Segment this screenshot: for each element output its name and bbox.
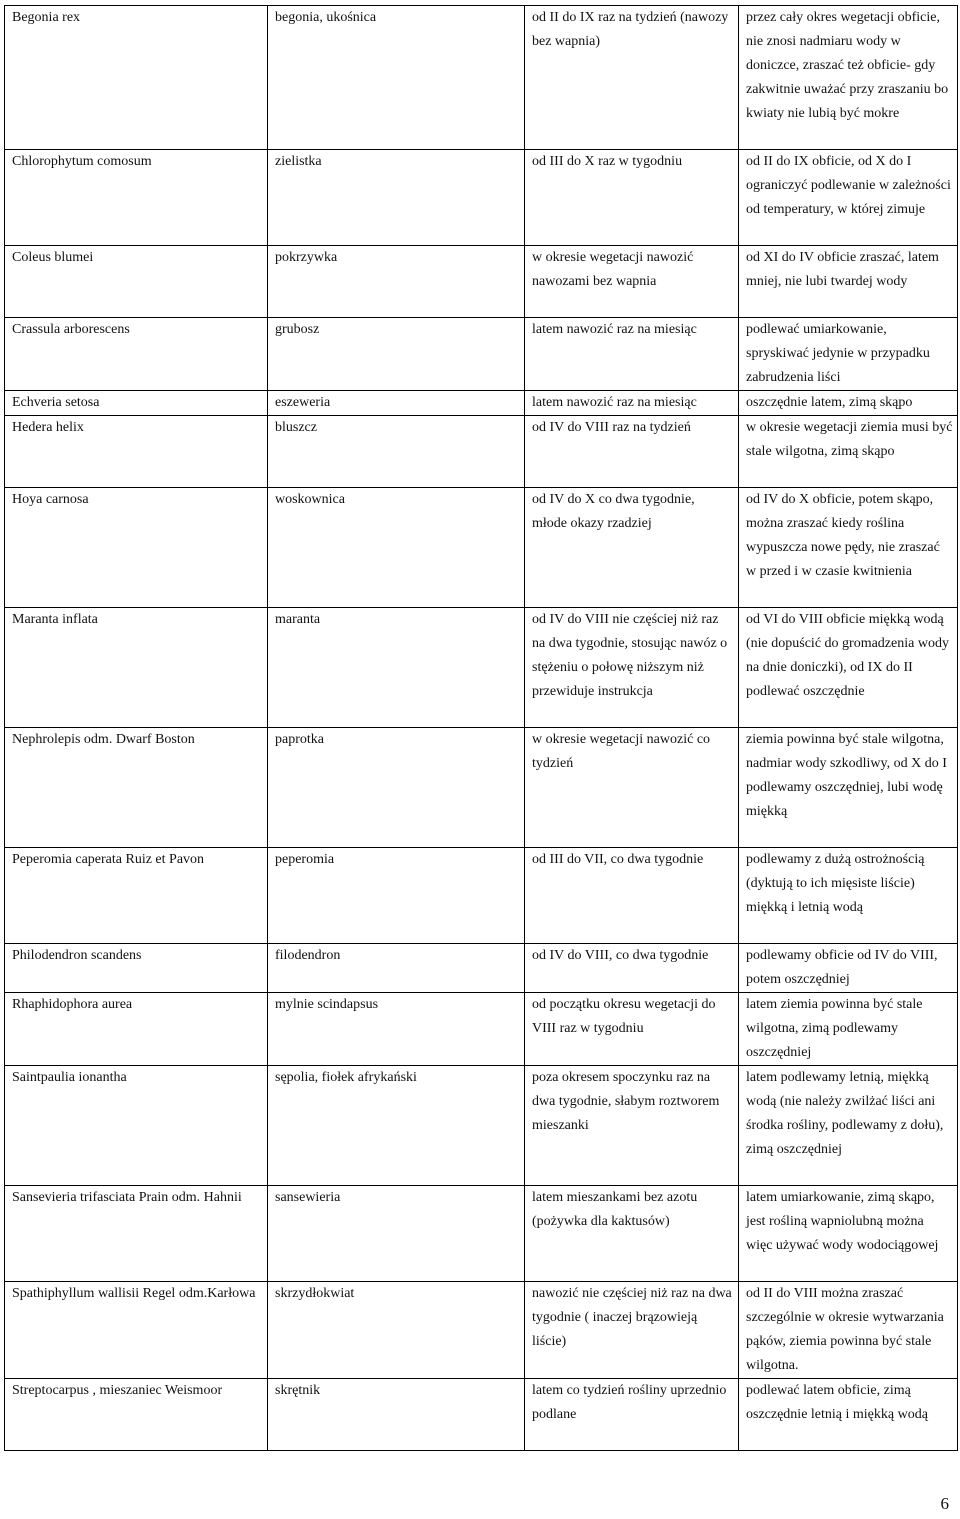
table-row <box>5 848 958 944</box>
latin-name-cell: Echveria setosa <box>5 391 268 416</box>
fertilizing-cell: w okresie wegetacji nawozić nawozami bez wapnia <box>525 246 739 318</box>
table-row <box>5 246 958 318</box>
plant-care-table-body <box>5 6 958 1451</box>
fertilizing-cell: od IV do X co dwa tygodnie, młode okazy rzadziej <box>525 488 739 608</box>
plant-care-table <box>4 5 958 1451</box>
table-row <box>5 1282 958 1379</box>
latin-name-cell: Sansevieria trifasciata Prain odm. Hahnii <box>5 1186 268 1282</box>
latin-name-cell: Chlorophytum comosum <box>5 150 268 246</box>
polish-name-cell: woskownica <box>268 488 525 608</box>
table-row <box>5 1066 958 1186</box>
table-row <box>5 608 958 728</box>
table-row <box>5 6 958 150</box>
latin-name-cell: Hedera helix <box>5 416 268 488</box>
watering-cell: latem ziemia powinna być stale wilgotna, zimą podlewamy oszczędniej <box>739 993 958 1066</box>
latin-name-cell: Saintpaulia ionantha <box>5 1066 268 1186</box>
table-row <box>5 728 958 848</box>
latin-name-cell: Philodendron scandens <box>5 944 268 993</box>
page-number: 6 <box>940 1494 949 1513</box>
fertilizing-cell: latem nawozić raz na miesiąc <box>525 391 739 416</box>
watering-cell: podlewamy obficie od IV do VIII, potem oszczędniej <box>739 944 958 993</box>
fertilizing-cell: od IV do VIII, co dwa tygodnie <box>525 944 739 993</box>
polish-name-cell: bluszcz <box>268 416 525 488</box>
watering-cell: w okresie wegetacji ziemia musi być stale wilgotna, zimą skąpo <box>739 416 958 488</box>
fertilizing-cell: latem co tydzień rośliny uprzednio podlane <box>525 1379 739 1451</box>
watering-cell: od IV do X obficie, potem skąpo, można zraszać kiedy roślina wypuszcza nowe pędy, nie zraszać w przed i w czasie kwitnienia <box>739 488 958 608</box>
latin-name-cell: Begonia rex <box>5 6 268 150</box>
watering-cell: od II do IX obficie, od X do I ograniczyć podlewanie w zależności od temperatury, w której zimuje <box>739 150 958 246</box>
table-row <box>5 1379 958 1451</box>
latin-name-cell: Hoya carnosa <box>5 488 268 608</box>
table-row <box>5 416 958 488</box>
fertilizing-cell: od IV do VIII raz na tydzień <box>525 416 739 488</box>
fertilizing-cell: poza okresem spoczynku raz na dwa tygodnie, słabym roztworem mieszanki <box>525 1066 739 1186</box>
polish-name-cell: maranta <box>268 608 525 728</box>
polish-name-cell: eszeweria <box>268 391 525 416</box>
polish-name-cell: skrętnik <box>268 1379 525 1451</box>
watering-cell: podlewamy z dużą ostrożnością (dyktują to ich mięsiste liście) miękką i letnią wodą <box>739 848 958 944</box>
latin-name-cell: Streptocarpus , mieszaniec Weismoor <box>5 1379 268 1451</box>
table-row <box>5 488 958 608</box>
polish-name-cell: grubosz <box>268 318 525 391</box>
polish-name-cell: sępolia, fiołek afrykański <box>268 1066 525 1186</box>
watering-cell: podlewać latem obficie, zimą oszczędnie letnią i miękką wodą <box>739 1379 958 1451</box>
fertilizing-cell: od początku okresu wegetacji do VIII raz w tygodniu <box>525 993 739 1066</box>
latin-name-cell: Peperomia caperata Ruiz et Pavon <box>5 848 268 944</box>
table-row <box>5 993 958 1066</box>
watering-cell: latem podlewamy letnią, miękką wodą (nie należy zwilżać liści ani środka rośliny, podlewamy z dołu), zimą oszczędniej <box>739 1066 958 1186</box>
table-row <box>5 944 958 993</box>
watering-cell: od VI do VIII obficie miękką wodą (nie dopuścić do gromadzenia wody na dnie doniczki), od IX do II podlewać oszczędnie <box>739 608 958 728</box>
table-row <box>5 318 958 391</box>
table-row <box>5 1186 958 1282</box>
latin-name-cell: Spathiphyllum wallisii Regel odm.Karłowa <box>5 1282 268 1379</box>
latin-name-cell: Rhaphidophora aurea <box>5 993 268 1066</box>
polish-name-cell: sansewieria <box>268 1186 525 1282</box>
polish-name-cell: begonia, ukośnica <box>268 6 525 150</box>
latin-name-cell: Nephrolepis odm. Dwarf Boston <box>5 728 268 848</box>
fertilizing-cell: od III do VII, co dwa tygodnie <box>525 848 739 944</box>
watering-cell: latem umiarkowanie, zimą skąpo, jest rośliną wapniolubną można więc używać wody wodociągowej <box>739 1186 958 1282</box>
latin-name-cell: Coleus blumei <box>5 246 268 318</box>
latin-name-cell: Crassula arborescens <box>5 318 268 391</box>
watering-cell: od II do VIII można zraszać szczególnie w okresie wytwarzania pąków, ziemia powinna być stale wilgotna. <box>739 1282 958 1379</box>
latin-name-cell: Maranta inflata <box>5 608 268 728</box>
table-row <box>5 391 958 416</box>
watering-cell: przez cały okres wegetacji obficie, nie znosi nadmiaru wody w doniczce, zraszać też obficie- gdy zakwitnie uważać przy zraszaniu bo kwiaty nie lubią być mokre <box>739 6 958 150</box>
table-row <box>5 150 958 246</box>
polish-name-cell: filodendron <box>268 944 525 993</box>
fertilizing-cell: latem nawozić raz na miesiąc <box>525 318 739 391</box>
polish-name-cell: mylnie scindapsus <box>268 993 525 1066</box>
polish-name-cell: peperomia <box>268 848 525 944</box>
fertilizing-cell: od II do IX raz na tydzień (nawozy bez wapnia) <box>525 6 739 150</box>
polish-name-cell: zielistka <box>268 150 525 246</box>
watering-cell: ziemia powinna być stale wilgotna, nadmiar wody szkodliwy, od X do I podlewamy oszczędniej, lubi wodę miękką <box>739 728 958 848</box>
fertilizing-cell: od IV do VIII nie częściej niż raz na dwa tygodnie, stosując nawóz o stężeniu o połowę niższym niż przewiduje instrukcja <box>525 608 739 728</box>
polish-name-cell: skrzydłokwiat <box>268 1282 525 1379</box>
fertilizing-cell: nawozić nie częściej niż raz na dwa tygodnie ( inaczej brązowieją liście) <box>525 1282 739 1379</box>
fertilizing-cell: od III do X raz w tygodniu <box>525 150 739 246</box>
fertilizing-cell: w okresie wegetacji nawozić co tydzień <box>525 728 739 848</box>
watering-cell: oszczędnie latem, zimą skąpo <box>739 391 958 416</box>
fertilizing-cell: latem mieszankami bez azotu (pożywka dla kaktusów) <box>525 1186 739 1282</box>
watering-cell: od XI do IV obficie zraszać, latem mniej, nie lubi twardej wody <box>739 246 958 318</box>
polish-name-cell: pokrzywka <box>268 246 525 318</box>
watering-cell: podlewać umiarkowanie, spryskiwać jedynie w przypadku zabrudzenia liści <box>739 318 958 391</box>
polish-name-cell: paprotka <box>268 728 525 848</box>
